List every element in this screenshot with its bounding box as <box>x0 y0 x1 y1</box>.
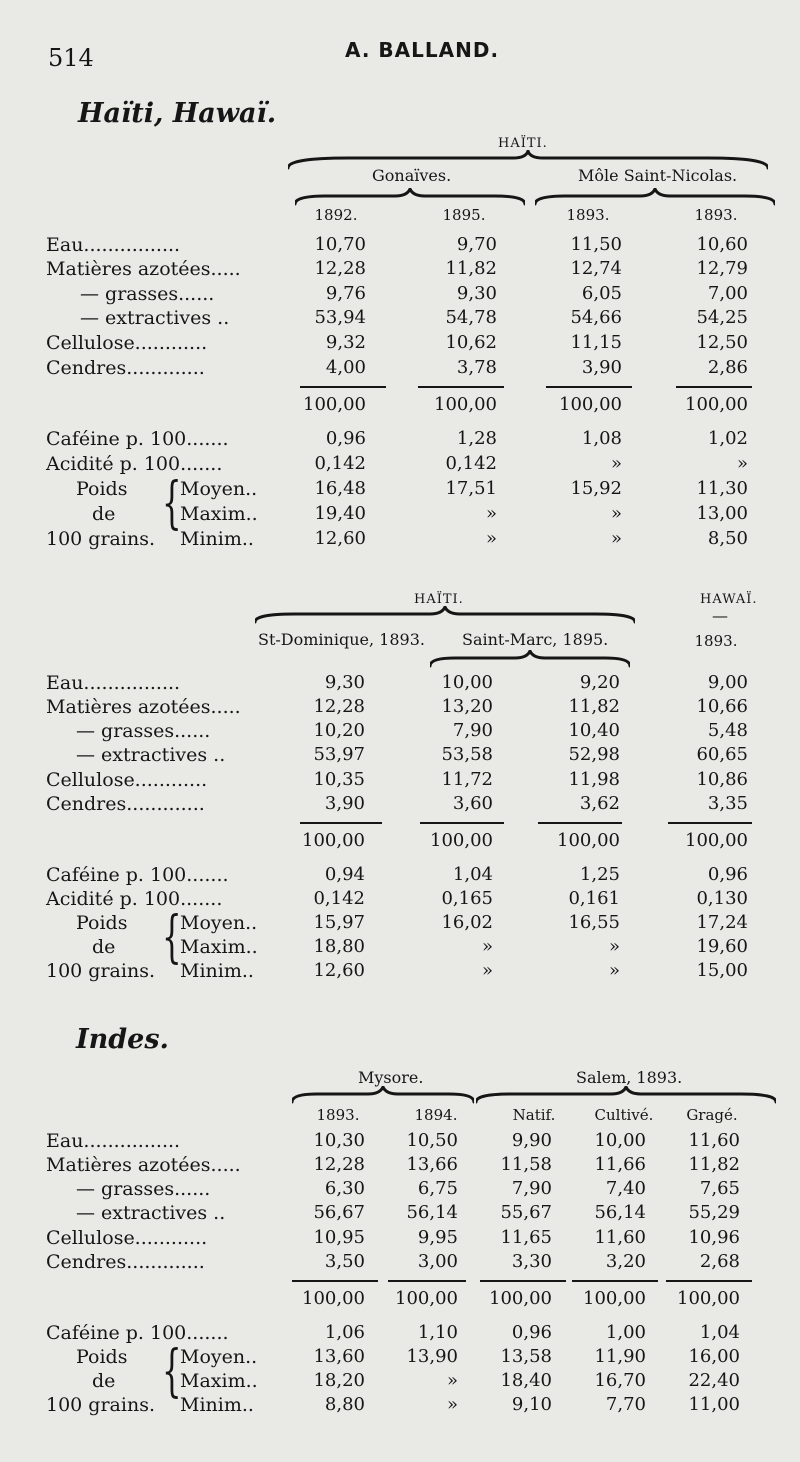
value-cell-cafeine: 1,04 <box>699 1322 740 1343</box>
sub-brace <box>535 188 775 208</box>
value-cell-moyen: 13,90 <box>406 1346 458 1367</box>
value-cell-eau: 10,00 <box>441 672 493 693</box>
value-cell-moyen: 16,00 <box>688 1346 740 1367</box>
row-label-poids: Poids <box>76 478 128 500</box>
row-label-matieres-azotees: Matières azotées..... <box>46 696 241 718</box>
section-title-indes: Indes. <box>76 1024 169 1055</box>
value-cell-minim: 7,70 <box>605 1394 646 1415</box>
value-cell-eau: 10,50 <box>406 1130 458 1151</box>
value-cell-cendres: 3,62 <box>579 793 620 814</box>
value-cell-minim: » <box>608 960 620 981</box>
value-cell-azotees: 12,28 <box>313 1154 365 1175</box>
value-cell-eau: 10,30 <box>313 1130 365 1151</box>
value-cell-azotees: 11,66 <box>594 1154 646 1175</box>
value-cell-eau: 9,90 <box>511 1130 552 1151</box>
value-cell-total: 100,00 <box>685 394 748 415</box>
value-cell-extractives: 60,65 <box>696 744 748 765</box>
value-cell-azotees: 12,74 <box>570 258 622 279</box>
row-label-poids: Poids <box>76 912 128 934</box>
value-cell-minim: 12,60 <box>313 960 365 981</box>
sub-label-mysore: Mysore. <box>358 1068 424 1087</box>
value-cell-cendres: 3,50 <box>324 1251 365 1272</box>
row-label-cafeine: Caféine p. 100....... <box>46 864 229 886</box>
row-label-minim: Minim.. <box>180 960 254 982</box>
page-number: 514 <box>48 44 94 72</box>
value-cell-acidite: » <box>736 453 748 474</box>
value-cell-eau: 9,30 <box>324 672 365 693</box>
sub-label-salem: Salem, 1893. <box>576 1068 683 1087</box>
value-cell-extractives: 56,67 <box>313 1202 365 1223</box>
value-cell-cafeine: 1,08 <box>581 428 622 449</box>
row-label-cendres: Cendres............. <box>46 1251 205 1273</box>
value-cell-cellulose: 11,65 <box>500 1227 552 1248</box>
value-cell-grasses: 7,65 <box>699 1178 740 1199</box>
value-cell-cellulose: 11,15 <box>570 332 622 353</box>
row-label-matieres-azotees: Matières azotées..... <box>46 258 241 280</box>
value-cell-minim: 8,80 <box>324 1394 365 1415</box>
value-cell-cendres: 3,60 <box>452 793 493 814</box>
value-cell-total: 100,00 <box>434 394 497 415</box>
value-cell-grasses: 5,48 <box>707 720 748 741</box>
value-cell-minim: » <box>485 528 497 549</box>
value-cell-minim: 8,50 <box>707 528 748 549</box>
group-brace <box>255 606 635 626</box>
value-cell-moyen: 16,55 <box>568 912 620 933</box>
year-label: 1893. <box>566 206 610 224</box>
row-label-cafeine: Caféine p. 100....... <box>46 428 229 450</box>
value-cell-moyen: 16,02 <box>441 912 493 933</box>
value-cell-acidite: 0,142 <box>313 888 365 909</box>
value-cell-moyen: 15,92 <box>570 478 622 499</box>
row-label-matieres-azotees: Matières azotées..... <box>46 1154 241 1176</box>
value-cell-eau: 10,70 <box>314 234 366 255</box>
value-cell-cafeine: 1,28 <box>456 428 497 449</box>
sum-rule <box>388 1280 466 1282</box>
value-cell-total: 100,00 <box>559 394 622 415</box>
row-label-100-grains: 100 grains. <box>46 960 155 982</box>
value-cell-total: 100,00 <box>685 830 748 851</box>
value-cell-cendres: 3,90 <box>324 793 365 814</box>
value-cell-cendres: 3,35 <box>707 793 748 814</box>
row-label-eau: Eau................ <box>46 672 181 694</box>
value-cell-cendres: 3,78 <box>456 357 497 378</box>
sum-rule <box>420 822 504 824</box>
curly-brace: { <box>162 471 182 536</box>
value-cell-moyen: 13,58 <box>500 1346 552 1367</box>
value-cell-total: 100,00 <box>489 1288 552 1309</box>
value-cell-cendres: 3,00 <box>417 1251 458 1272</box>
row-label-grasses: — grasses...... <box>76 720 211 742</box>
value-cell-azotees: 12,79 <box>696 258 748 279</box>
value-cell-cellulose: 10,96 <box>688 1227 740 1248</box>
value-cell-minim: » <box>481 960 493 981</box>
value-cell-cellulose: 9,32 <box>325 332 366 353</box>
value-cell-total: 100,00 <box>677 1288 740 1309</box>
value-cell-cellulose: 10,95 <box>313 1227 365 1248</box>
value-cell-extractives: 56,14 <box>406 1202 458 1223</box>
year-label: Natif. <box>512 1106 556 1124</box>
value-cell-extractives: 54,78 <box>445 307 497 328</box>
row-label-maxim: Maxim.. <box>180 1370 258 1392</box>
value-cell-maxim: 18,80 <box>313 936 365 957</box>
row-label-moyen: Moyen.. <box>180 478 258 500</box>
value-cell-cafeine: 1,10 <box>417 1322 458 1343</box>
value-cell-minim: » <box>446 1394 458 1415</box>
value-cell-acidite: 0,142 <box>445 453 497 474</box>
value-cell-moyen: 17,51 <box>445 478 497 499</box>
value-cell-extractives: 55,67 <box>500 1202 552 1223</box>
value-cell-grasses: 7,00 <box>707 283 748 304</box>
value-cell-eau: 10,00 <box>594 1130 646 1151</box>
value-cell-azotees: 10,66 <box>696 696 748 717</box>
value-cell-minim: 15,00 <box>696 960 748 981</box>
sum-rule <box>300 822 382 824</box>
value-cell-total: 100,00 <box>583 1288 646 1309</box>
year-label: 1893. <box>694 632 738 650</box>
value-cell-maxim: 19,60 <box>696 936 748 957</box>
value-cell-cafeine: 1,06 <box>324 1322 365 1343</box>
value-cell-cafeine: 1,02 <box>707 428 748 449</box>
value-cell-grasses: 9,30 <box>456 283 497 304</box>
value-cell-azotees: 13,20 <box>441 696 493 717</box>
value-cell-extractives: 53,97 <box>313 744 365 765</box>
row-label-poids: Poids <box>76 1346 128 1368</box>
value-cell-maxim: 18,20 <box>313 1370 365 1391</box>
value-cell-azotees: 12,28 <box>314 258 366 279</box>
sum-rule <box>418 386 504 388</box>
value-cell-acidite: 0,142 <box>314 453 366 474</box>
value-cell-moyen: 15,97 <box>313 912 365 933</box>
value-cell-cellulose: 11,60 <box>594 1227 646 1248</box>
value-cell-acidite: » <box>610 453 622 474</box>
value-cell-cellulose: 10,86 <box>696 769 748 790</box>
value-cell-cellulose: 11,98 <box>568 769 620 790</box>
value-cell-cafeine: 1,04 <box>452 864 493 885</box>
value-cell-azotees: 11,82 <box>445 258 497 279</box>
row-label-extractives: — extractives .. <box>76 744 226 766</box>
value-cell-extractives: 54,66 <box>570 307 622 328</box>
value-cell-extractives: 54,25 <box>696 307 748 328</box>
value-cell-extractives: 53,94 <box>314 307 366 328</box>
row-label-cendres: Cendres............. <box>46 793 205 815</box>
row-label-cellulose: Cellulose............ <box>46 1227 208 1249</box>
value-cell-cafeine: 0,96 <box>707 864 748 885</box>
row-label-moyen: Moyen.. <box>180 1346 258 1368</box>
running-title: A. BALLAND. <box>345 38 500 62</box>
value-cell-cendres: 2,86 <box>707 357 748 378</box>
value-cell-extractives: 53,58 <box>441 744 493 765</box>
value-cell-grasses: 10,20 <box>313 720 365 741</box>
sum-rule <box>480 1280 566 1282</box>
sum-rule <box>300 386 386 388</box>
row-label-grasses: — grasses...... <box>76 1178 211 1200</box>
sub-label-mole-saint-nicolas: Môle Saint-Nicolas. <box>578 166 738 185</box>
dash-mark: — <box>712 606 728 625</box>
value-cell-cafeine: 0,96 <box>511 1322 552 1343</box>
value-cell-grasses: 7,90 <box>511 1178 552 1199</box>
value-cell-cafeine: 0,94 <box>324 864 365 885</box>
group-label-hawai: HAWAÏ. <box>700 592 758 607</box>
sub-brace <box>295 188 525 208</box>
value-cell-cendres: 4,00 <box>325 357 366 378</box>
row-label-minim: Minim.. <box>180 1394 254 1416</box>
sub-label-st-dominique: St-Dominique, 1893. <box>258 630 425 649</box>
curly-brace: { <box>162 905 182 970</box>
section-title-haiti-hawai: Haïti, Hawaï. <box>78 98 277 129</box>
value-cell-maxim: 19,40 <box>314 503 366 524</box>
value-cell-maxim: » <box>610 503 622 524</box>
row-label-extractives: — extractives .. <box>76 1202 226 1224</box>
value-cell-cendres: 3,90 <box>581 357 622 378</box>
value-cell-cellulose: 11,72 <box>441 769 493 790</box>
row-label-100-grains: 100 grains. <box>46 528 155 550</box>
value-cell-maxim: » <box>485 503 497 524</box>
value-cell-total: 100,00 <box>557 830 620 851</box>
value-cell-cafeine: 1,00 <box>605 1322 646 1343</box>
year-label: Gragé. <box>686 1106 738 1124</box>
value-cell-cellulose: 10,35 <box>313 769 365 790</box>
year-label: 1893. <box>694 206 738 224</box>
row-label-acidite: Acidité p. 100....... <box>46 453 223 475</box>
value-cell-total: 100,00 <box>302 830 365 851</box>
value-cell-acidite: 0,130 <box>696 888 748 909</box>
row-label-de: de <box>92 936 116 958</box>
sub-label-saint-marc: Saint-Marc, 1895. <box>462 630 609 649</box>
value-cell-maxim: 13,00 <box>696 503 748 524</box>
value-cell-grasses: 6,05 <box>581 283 622 304</box>
value-cell-eau: 9,70 <box>456 234 497 255</box>
sum-rule <box>666 1280 752 1282</box>
value-cell-moyen: 11,90 <box>594 1346 646 1367</box>
row-label-maxim: Maxim.. <box>180 936 258 958</box>
value-cell-extractives: 55,29 <box>688 1202 740 1223</box>
value-cell-acidite: 0,161 <box>568 888 620 909</box>
sub-brace <box>476 1086 776 1106</box>
value-cell-grasses: 7,90 <box>452 720 493 741</box>
row-label-eau: Eau................ <box>46 1130 181 1152</box>
value-cell-total: 100,00 <box>302 1288 365 1309</box>
value-cell-cafeine: 0,96 <box>325 428 366 449</box>
curly-brace: { <box>162 1339 182 1404</box>
row-label-cendres: Cendres............. <box>46 357 205 379</box>
value-cell-minim: 11,00 <box>688 1394 740 1415</box>
row-label-100-grains: 100 grains. <box>46 1394 155 1416</box>
year-label: 1892. <box>314 206 358 224</box>
sub-brace <box>292 1086 474 1106</box>
row-label-acidite: Acidité p. 100....... <box>46 888 223 910</box>
value-cell-moyen: 11,30 <box>696 478 748 499</box>
value-cell-azotees: 11,82 <box>688 1154 740 1175</box>
sub-brace <box>430 650 630 670</box>
value-cell-maxim: 16,70 <box>594 1370 646 1391</box>
value-cell-cellulose: 12,50 <box>696 332 748 353</box>
value-cell-azotees: 11,82 <box>568 696 620 717</box>
value-cell-eau: 10,60 <box>696 234 748 255</box>
value-cell-total: 100,00 <box>395 1288 458 1309</box>
value-cell-total: 100,00 <box>303 394 366 415</box>
sum-rule <box>668 822 752 824</box>
sum-rule <box>546 386 632 388</box>
sum-rule <box>292 1280 378 1282</box>
value-cell-grasses: 10,40 <box>568 720 620 741</box>
value-cell-eau: 11,50 <box>570 234 622 255</box>
row-label-de: de <box>92 503 116 525</box>
value-cell-cendres: 3,30 <box>511 1251 552 1272</box>
value-cell-total: 100,00 <box>430 830 493 851</box>
row-label-minim: Minim.. <box>180 528 254 550</box>
row-label-extractives: — extractives .. <box>80 307 230 329</box>
value-cell-grasses: 6,75 <box>417 1178 458 1199</box>
sum-rule <box>572 1280 658 1282</box>
value-cell-azotees: 11,58 <box>500 1154 552 1175</box>
value-cell-cendres: 3,20 <box>605 1251 646 1272</box>
value-cell-maxim: » <box>446 1370 458 1391</box>
row-label-maxim: Maxim.. <box>180 503 258 525</box>
row-label-moyen: Moyen.. <box>180 912 258 934</box>
value-cell-azotees: 12,28 <box>313 696 365 717</box>
value-cell-minim: 9,10 <box>511 1394 552 1415</box>
row-label-grasses: — grasses...... <box>80 283 215 305</box>
value-cell-maxim: » <box>608 936 620 957</box>
year-label: Cultivé. <box>594 1106 654 1124</box>
value-cell-grasses: 7,40 <box>605 1178 646 1199</box>
group-label-haiti: HAÏTI. <box>498 136 548 151</box>
value-cell-extractives: 56,14 <box>594 1202 646 1223</box>
row-label-cellulose: Cellulose............ <box>46 332 208 354</box>
sub-label-gonaives: Gonaïves. <box>372 166 452 185</box>
row-label-cafeine: Caféine p. 100....... <box>46 1322 229 1344</box>
value-cell-eau: 11,60 <box>688 1130 740 1151</box>
value-cell-acidite: 0,165 <box>441 888 493 909</box>
sum-rule <box>676 386 752 388</box>
value-cell-cellulose: 10,62 <box>445 332 497 353</box>
value-cell-moyen: 13,60 <box>313 1346 365 1367</box>
value-cell-maxim: » <box>481 936 493 957</box>
value-cell-maxim: 18,40 <box>500 1370 552 1391</box>
row-label-de: de <box>92 1370 116 1392</box>
value-cell-moyen: 16,48 <box>314 478 366 499</box>
value-cell-minim: » <box>610 528 622 549</box>
value-cell-eau: 9,20 <box>579 672 620 693</box>
year-label: 1893. <box>316 1106 360 1124</box>
value-cell-cendres: 2,68 <box>699 1251 740 1272</box>
value-cell-cafeine: 1,25 <box>579 864 620 885</box>
group-label-haiti: HAÏTI. <box>414 592 464 607</box>
row-label-eau: Eau................ <box>46 234 181 256</box>
value-cell-grasses: 9,76 <box>325 283 366 304</box>
value-cell-minim: 12,60 <box>314 528 366 549</box>
value-cell-azotees: 13,66 <box>406 1154 458 1175</box>
sum-rule <box>538 822 622 824</box>
value-cell-moyen: 17,24 <box>696 912 748 933</box>
year-label: 1895. <box>442 206 486 224</box>
value-cell-grasses: 6,30 <box>324 1178 365 1199</box>
value-cell-extractives: 52,98 <box>568 744 620 765</box>
value-cell-cellulose: 9,95 <box>417 1227 458 1248</box>
value-cell-eau: 9,00 <box>707 672 748 693</box>
year-label: 1894. <box>414 1106 458 1124</box>
row-label-cellulose: Cellulose............ <box>46 769 208 791</box>
value-cell-maxim: 22,40 <box>688 1370 740 1391</box>
